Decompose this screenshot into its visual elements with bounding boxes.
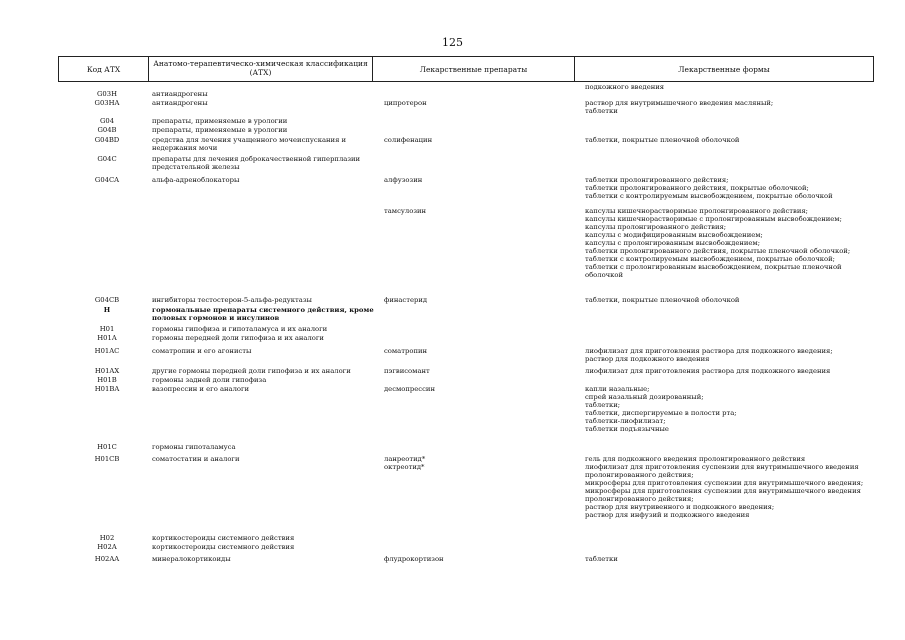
- atc-code: [62, 136, 152, 144]
- classification-cell: [152, 367, 376, 375]
- classification-cell: [152, 99, 376, 107]
- drug-cell-line: флудрокортизон: [384, 555, 444, 563]
- drug-cell: [384, 296, 582, 304]
- classification-cell-line: соматостатин и аналоги: [152, 455, 240, 463]
- header-drugs: Лекарственные препараты: [373, 57, 575, 81]
- dosage-form-cell-line: таблетки пролонгированного действия;: [585, 176, 729, 184]
- classification-cell-line: кортикостероиды системного действия: [152, 534, 295, 542]
- classification-cell-line: препараты, применяемые в урологии: [152, 117, 288, 125]
- dosage-form-cell: [585, 347, 875, 363]
- classification-cell-line: вазопрессин и его аналоги: [152, 385, 250, 393]
- dosage-form-cell-line: таблетки: [585, 107, 618, 115]
- dosage-form-cell-line: таблетки с контролируемым высвобождением, покрытые оболочкой;: [585, 255, 835, 263]
- dosage-form-cell-line: таблетки, покрытые пленочной оболочкой: [585, 136, 740, 144]
- atc-code-line: G04CA: [94, 176, 120, 184]
- dosage-form-cell-line: таблетки с пролонгированным высвобождением, покрытые пленочной: [585, 263, 842, 271]
- drug-cell-line: алфузозин: [384, 176, 423, 184]
- atc-code-line: H01BA: [94, 385, 120, 393]
- atc-code: [62, 325, 152, 333]
- drug-cell-line: октреотид*: [384, 463, 425, 471]
- dosage-form-cell-line: таблетки: [585, 555, 618, 563]
- dosage-form-cell-line: пролонгированного действия;: [585, 495, 694, 503]
- classification-cell: [152, 347, 376, 355]
- classification-cell: [152, 334, 376, 342]
- classification-cell-line: половых гормонов и инсулинов: [152, 314, 280, 322]
- dosage-form-cell-line: таблетки пролонгированного действия, покрытые оболочкой;: [585, 184, 809, 192]
- dosage-form-cell-line: капсулы кишечнорастворимые с пролонгированным высвобождением;: [585, 215, 842, 223]
- dosage-form-cell-line: спрей назальный дозированный;: [585, 393, 704, 401]
- drug-cell: [384, 99, 582, 107]
- atc-code-line: G03H: [96, 90, 117, 98]
- dosage-form-cell-line: раствор для инфузий и подкожного введения: [585, 511, 750, 519]
- drug-cell: [384, 555, 582, 563]
- atc-code: [62, 347, 152, 355]
- dosage-form-cell-line: капсулы кишечнорастворимые пролонгированного действия;: [585, 207, 808, 215]
- atc-code-line: H01AX: [94, 367, 120, 375]
- dosage-form-cell-line: лиофилизат для приготовления раствора для подкожного введения;: [585, 347, 833, 355]
- classification-cell-line: предстательной железы: [152, 163, 240, 171]
- atc-code: [62, 126, 152, 134]
- drug-cell: [384, 385, 582, 393]
- dosage-form-cell-line: лиофилизат для приготовления раствора для подкожного введения: [585, 367, 831, 375]
- atc-code: [62, 334, 152, 342]
- dosage-form-cell-line: таблетки-лиофилизат;: [585, 417, 666, 425]
- atc-code-line: H02A: [97, 543, 117, 551]
- classification-cell: [152, 90, 376, 98]
- atc-code: [62, 99, 152, 107]
- dosage-form-cell: [585, 296, 875, 304]
- classification-cell: [152, 455, 376, 463]
- classification-cell: [152, 155, 376, 171]
- classification-cell-line: соматропин и его агонисты: [152, 347, 252, 355]
- dosage-form-cell: [585, 176, 875, 200]
- classification-cell: [152, 376, 376, 384]
- dosage-form-cell-line: таблетки, покрытые пленочной оболочкой: [585, 296, 740, 304]
- atc-code: [62, 443, 152, 451]
- dosage-form-cell: [585, 367, 875, 375]
- drug-cell-line: ципротерон: [384, 99, 427, 107]
- dosage-form-cell-line: лиофилизат для приготовления суспензии для внутримышечного введения: [585, 463, 859, 471]
- atc-code: [62, 117, 152, 125]
- header-classification: Анатомо-терапевтическо-химическая классификация (АТХ): [149, 57, 373, 81]
- atc-code: [62, 543, 152, 551]
- atc-code-line: H01C: [97, 443, 117, 451]
- drug-cell: [384, 136, 582, 144]
- dosage-form-cell-line: таблетки пролонгированного действия, покрытые пленочной оболочкой;: [585, 247, 851, 255]
- atc-code-line: H01B: [97, 376, 117, 384]
- classification-cell-line: недержания мочи: [152, 144, 218, 152]
- atc-code-line: H01CB: [94, 455, 120, 463]
- drug-cell: [384, 455, 582, 471]
- drug-cell: [384, 207, 582, 215]
- dosage-form-cell-line: таблетки, диспергируемые в полости рта;: [585, 409, 737, 417]
- drug-cell-line: ланреотид*: [384, 455, 426, 463]
- dosage-form-cell-line: микросферы для приготовления суспензии для внутримышечного введения: [585, 487, 861, 495]
- classification-cell-line: гормоны гипоталамуса: [152, 443, 236, 451]
- header-code: Код АТХ: [59, 57, 149, 81]
- dosage-form-cell-line: капли назальные;: [585, 385, 650, 393]
- drug-cell-line: тамсулозин: [384, 207, 427, 215]
- atc-code: [62, 455, 152, 463]
- classification-cell: [152, 176, 376, 184]
- drug-cell-line: соматропин: [384, 347, 428, 355]
- classification-cell-line: антиандрогены: [152, 99, 208, 107]
- classification-cell: [152, 126, 376, 134]
- dosage-form-cell-line: таблетки;: [585, 401, 621, 409]
- dosage-form-cell-line: капсулы пролонгированного действия;: [585, 223, 727, 231]
- dosage-form-cell: [585, 207, 875, 279]
- classification-cell: [152, 443, 376, 451]
- atc-code-line: G04BD: [94, 136, 120, 144]
- dosage-form-cell: [585, 136, 875, 144]
- page-number: 125: [442, 36, 463, 49]
- atc-code: [62, 306, 152, 314]
- classification-cell-line: ингибиторы тестостерон-5-альфа-редуктазы: [152, 296, 312, 304]
- classification-cell-line: препараты для лечения доброкачественной гиперплазии: [152, 155, 361, 163]
- atc-code-line: H02: [99, 534, 115, 542]
- classification-cell-line: гормональные препараты системного действия, кроме: [152, 306, 374, 314]
- atc-code-line: H01A: [97, 334, 117, 342]
- classification-cell-line: препараты, применяемые в урологии: [152, 126, 288, 134]
- classification-cell-line: средства для лечения учащенного мочеиспускания и: [152, 136, 347, 144]
- atc-code-line: G04B: [97, 126, 117, 134]
- atc-code-line: H: [103, 306, 111, 314]
- drug-cell-line: десмопрессин: [384, 385, 435, 393]
- atc-code: [62, 534, 152, 542]
- dosage-form-cell-line: пролонгированного действия;: [585, 471, 694, 479]
- classification-cell: [152, 325, 376, 333]
- atc-code-line: G04C: [97, 155, 117, 163]
- dosage-form-cell-line: гель для подкожного введения пролонгированного действия: [585, 455, 806, 463]
- classification-cell-line: другие гормоны передней доли гипофиза и их аналоги: [152, 367, 351, 375]
- dosage-form-cell-line: оболочкой: [585, 271, 624, 279]
- classification-cell-line: альфа-адреноблокаторы: [152, 176, 240, 184]
- drug-cell: [384, 367, 582, 375]
- classification-cell-line: минералокортикоиды: [152, 555, 231, 563]
- classification-cell-line: кортикостероиды системного действия: [152, 543, 295, 551]
- classification-cell-line: антиандрогены: [152, 90, 208, 98]
- dosage-form-cell: [585, 385, 875, 433]
- atc-code: [62, 385, 152, 393]
- dosage-form-cell-line: капсулы с пролонгированным высвобождением;: [585, 239, 760, 247]
- dosage-form-cell-line: капсулы с модифицированным высвобождением;: [585, 231, 763, 239]
- dosage-form-cell: [585, 455, 875, 519]
- atc-code: [62, 555, 152, 563]
- classification-cell-line: гормоны гипофиза и гипоталамуса и их аналоги: [152, 325, 328, 333]
- atc-code-line: H01: [99, 325, 115, 333]
- header-forms: Лекарственные формы: [678, 64, 770, 74]
- dosage-form-cell-line: раствор для внутримышечного введения масляный;: [585, 99, 774, 107]
- drug-cell-line: финастерид: [384, 296, 428, 304]
- atc-code: [62, 90, 152, 98]
- classification-cell: [152, 543, 376, 551]
- atc-code: [62, 296, 152, 304]
- atc-code-line: G04: [99, 117, 115, 125]
- drug-cell: [384, 176, 582, 184]
- dosage-form-cell-line: подкожного введения: [585, 83, 665, 91]
- classification-cell: [152, 117, 376, 125]
- classification-cell-line: гормоны передней доли гипофиза и их аналоги: [152, 334, 324, 342]
- atc-code-line: H01AC: [94, 347, 120, 355]
- atc-code: [62, 176, 152, 184]
- classification-cell: [152, 296, 376, 304]
- dosage-form-cell-line: таблетки с контролируемым высвобождением, покрытые оболочкой: [585, 192, 833, 200]
- atc-code-line: H02AA: [94, 555, 120, 563]
- dosage-form-cell-line: таблетки подъязычные: [585, 425, 669, 433]
- classification-cell: [152, 306, 376, 322]
- atc-code-line: G04CB: [94, 296, 120, 304]
- dosage-form-cell-line: раствор для внутривенного и подкожного введения;: [585, 503, 775, 511]
- atc-code: [62, 155, 152, 163]
- classification-cell: [152, 385, 376, 393]
- dosage-form-cell: [585, 555, 875, 563]
- atc-code: [62, 376, 152, 384]
- classification-cell: [152, 136, 376, 152]
- classification-cell-line: гормоны задней доли гипофиза: [152, 376, 267, 384]
- dosage-form-cell: [585, 99, 875, 115]
- drug-cell: [384, 347, 582, 355]
- drug-cell-line: пэгвисомант: [384, 367, 430, 375]
- drug-cell-line: солифенацин: [384, 136, 433, 144]
- classification-cell: [152, 555, 376, 563]
- atc-code-line: G03HA: [94, 99, 120, 107]
- dosage-form-cell-line: раствор для подкожного введения: [585, 355, 710, 363]
- classification-cell: [152, 534, 376, 542]
- atc-code: [62, 367, 152, 375]
- dosage-form-cell-line: микросферы для приготовления суспензии для внутримышечного введения;: [585, 479, 864, 487]
- dosage-form-cell: [585, 83, 875, 91]
